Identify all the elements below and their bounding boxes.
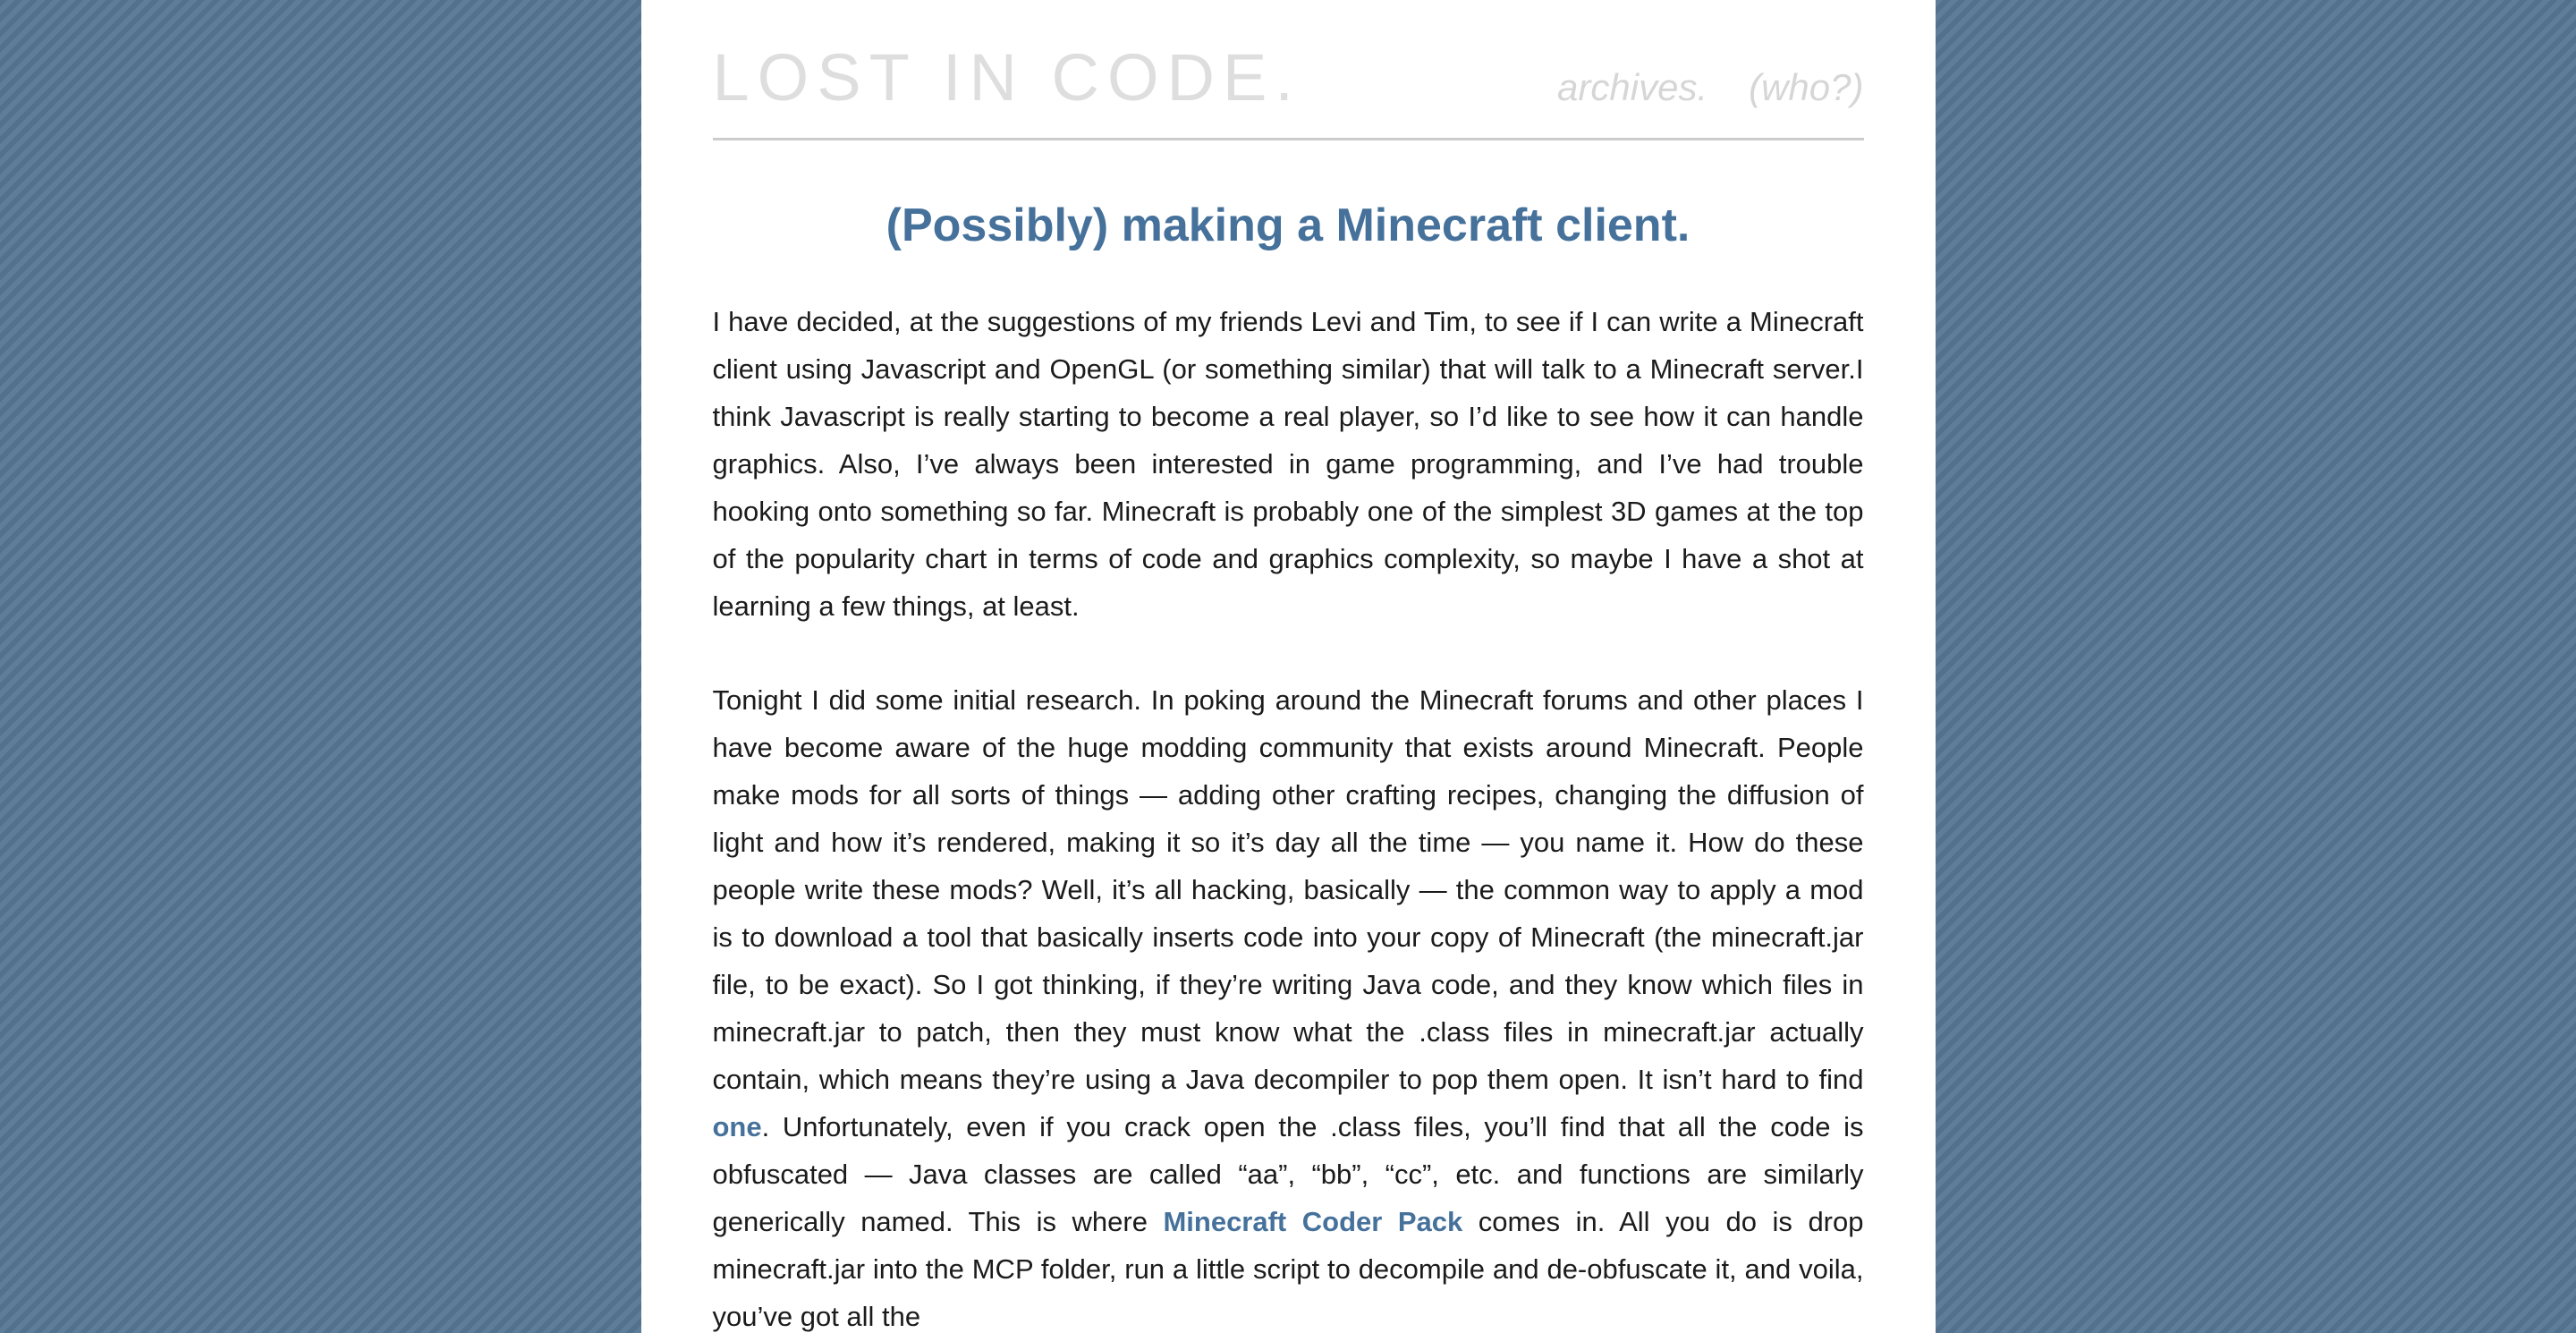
post-body — [713, 298, 1864, 1333]
paragraph: I have decided, at the suggestions of my friends Levi and Tim, to see if I can write a Minecraft client using Javascript and OpenGL (or something similar) that will talk to a Minecraft server.I think Javascript is really starting to become a real player, so I’d like to see how it can handle graphics. Also, I’ve always been interested in game programming, and I’ve had trouble hooking onto something so far. Minecraft is probably one of the simplest 3D games at the top of the popularity chart in terms of code and graphics complexity, so maybe I have a shot at learning a few things, at least. — [712, 305, 1864, 622]
content-column — [641, 0, 1936, 1333]
site-nav — [1557, 66, 1863, 109]
site-wordmark-link[interactable]: LOST IN CODE. — [712, 40, 1301, 115]
inline-link[interactable]: Minecraft Coder Pack — [1163, 1205, 1463, 1237]
paragraph: Tonight I did some initial research. In poking around the Minecraft forums and other places I have become aware of the huge modding community that exists around Minecraft. People make mods for all sorts of things — adding other crafting recipes, changing the diffusion of light and how it’s rendered, making it so it’s day all the time — you name it. How do these people write these mods? Well, it’s all hacking, basically — the common way to apply a mod is to download a tool that basically inserts code into your copy of Minecraft (the minecraft.jar file, to be exact). So I got thinking, if they’re writing Java code, and they know which files in minecraft.jar to patch, then they must know what the .class files in minecraft.jar actually contain, which means they’re using a Java decompiler to pop them open. It isn’t hard to find one. Unfortunately, even if you crack open the .class files, you’ll find that all the code is obfuscated — Java classes are called “aa”, “bb”, “cc”, etc. and functions are similarly generically named. This is where Minecraft Coder Pack comes in. All you do is drop minecraft.jar into the MCP folder, run a little script to decompile and de-obfuscate it, and voila, you’ve got all the — [712, 683, 1864, 1332]
site-header — [712, 40, 1864, 115]
blog-post — [713, 196, 1864, 1333]
header-divider — [713, 138, 1864, 140]
nav-link-who[interactable]: (who?) — [1749, 66, 1864, 108]
nav-link-archives[interactable]: archives. — [1557, 66, 1708, 108]
post-title: (Possibly) making a Minecraft client. — [886, 200, 1690, 251]
inline-link[interactable]: one — [712, 1110, 762, 1142]
